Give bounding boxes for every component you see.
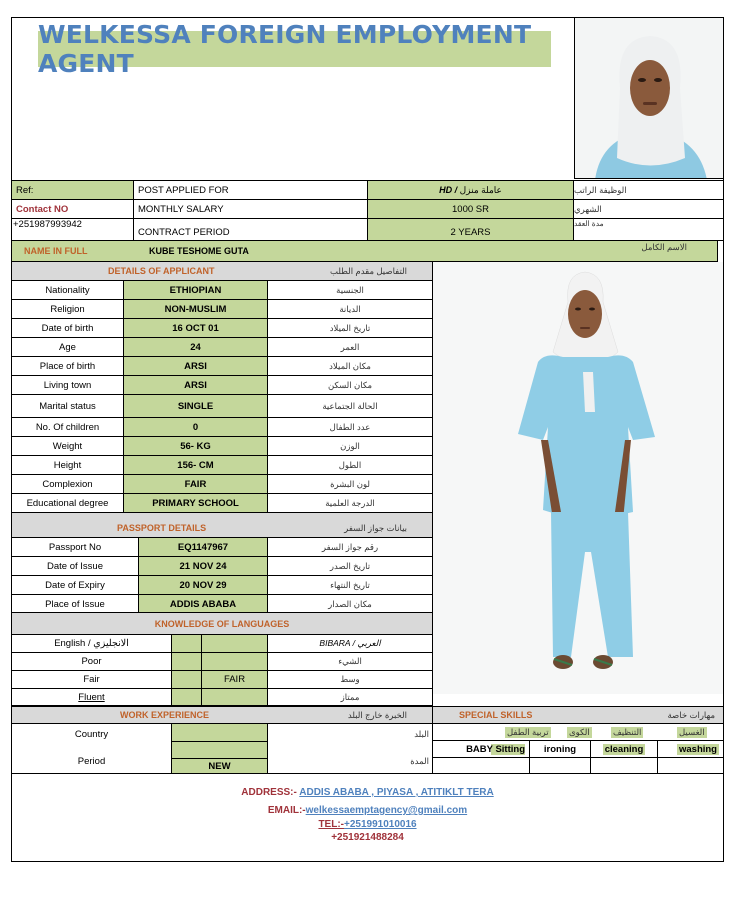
contract-period-value: 2 YEARS (367, 218, 574, 241)
applicant-label: Complexion (11, 474, 124, 494)
applicant-value: ETHIOPIAN (123, 280, 268, 300)
applicant-value: ARSI (123, 375, 268, 395)
applicant-value: 56- KG (123, 436, 268, 456)
name-label: NAME IN FULL (24, 246, 88, 256)
email-link[interactable]: welkessaemptagency@gmail.com (305, 805, 468, 816)
tel-link[interactable]: +251991010016 (343, 819, 417, 830)
applicant-label: Place of birth (11, 356, 124, 376)
applicant-label-ar: الدرجة العلمية (267, 493, 433, 513)
applicant-value: NON-MUSLIM (123, 299, 268, 319)
post-applied-label-ar: الوظيفة الراتب (573, 180, 724, 200)
skills-header-en: SPECIAL SKILLS (459, 710, 533, 720)
language-level-label: Fluent (11, 688, 172, 706)
applicant-label: Age (11, 337, 124, 357)
language-level-label-ar: ممتاز (267, 688, 433, 706)
applicant-value: ARSI (123, 356, 268, 376)
address-label: ADDRESS:- (241, 787, 297, 798)
applicant-label: Nationality (11, 280, 124, 300)
period-label-ar: المدة (410, 756, 429, 766)
passport-label: Date of Expiry (11, 575, 139, 595)
passport-label: Date of Issue (11, 556, 139, 576)
email-line (0, 805, 735, 816)
applicant-value: FAIR (123, 474, 268, 494)
passport-header-en: PASSPORT DETAILS (117, 523, 207, 533)
work-header-en: WORK EXPERIENCE (120, 710, 210, 720)
applicant-label: Marital status (11, 394, 124, 418)
language-level-label-ar: وسط (267, 670, 433, 689)
special-skills-header (432, 706, 724, 724)
skill-cleaning (590, 740, 658, 758)
lang-col1-header (171, 634, 202, 653)
name-row (11, 240, 718, 262)
language-arabic-mark (201, 652, 268, 671)
skills-ar-row (432, 723, 724, 741)
monthly-salary-label-ar: الشهري (573, 199, 724, 219)
skill-washing (657, 740, 724, 758)
applicant-label-ar: الطول (267, 455, 433, 475)
applicant-label: Living town (11, 375, 124, 395)
post-applied-value (367, 180, 574, 200)
skill-blank-3 (590, 757, 658, 774)
period-blank (171, 741, 268, 759)
arabic-label: BIBARA / العربي (267, 634, 433, 653)
post-value-ar: عاملة منزل (459, 184, 502, 195)
applicant-section-header (11, 261, 433, 281)
skill-ar-ironing: الكوى (569, 726, 590, 737)
passport-label-ar: تاريخ النتهاء (267, 575, 433, 595)
monthly-salary-label: MONTHLY SALARY (133, 199, 368, 219)
applicant-value: 156- CM (123, 455, 268, 475)
country-label: Country (74, 729, 109, 740)
skill-babysitting (432, 740, 530, 758)
passport-value: 21 NOV 24 (138, 556, 268, 576)
monthly-salary-value: 1000 SR (367, 199, 574, 219)
period-label: Period (77, 756, 106, 767)
skill-ar-babysitting: تربية الطفل (507, 726, 549, 737)
applicant-header-en: DETAILS OF APPLICANT (108, 266, 215, 276)
passport-value: 20 NOV 29 (138, 575, 268, 595)
skill-washing-text: washing (678, 743, 717, 755)
contact-number: +251987993942 (11, 218, 134, 241)
passport-label: Passport No (11, 537, 139, 557)
language-level-label-ar: الشيء (267, 652, 433, 671)
passport-value: ADDIS ABABA (138, 594, 268, 614)
applicant-label: Weight (11, 436, 124, 456)
skill-ar-washing: الغسيل (679, 726, 705, 737)
language-arabic-mark: FAIR (201, 670, 268, 689)
name-label-ar: الاسم الكامل (641, 242, 687, 252)
passport-value: EQ1147967 (138, 537, 268, 557)
applicant-header-ar: التفاصيل مقدم الطلب (329, 265, 407, 276)
applicant-value: PRIMARY SCHOOL (123, 493, 268, 513)
country-value (171, 723, 268, 742)
work-labels-ar (267, 723, 433, 774)
applicant-label: Date of birth (11, 318, 124, 338)
english-label: English / الانجليزي (11, 634, 172, 653)
country-label-ar: البلد (414, 729, 429, 739)
applicant-label-ar: تاريخ الميلاد (267, 318, 433, 338)
contract-period-label: CONTRACT PERIOD (133, 218, 368, 241)
language-english-mark (171, 670, 202, 689)
work-experience-header (11, 706, 433, 724)
applicant-label-ar: الوزن (267, 436, 433, 456)
work-header-ar: الخبرة خارج البلد (347, 709, 407, 720)
language-english-mark (171, 688, 202, 706)
languages-section-header (11, 612, 433, 635)
applicant-value: 24 (123, 337, 268, 357)
skill-ar-cleaning: التنظيف (613, 726, 642, 737)
agency-title: WELKESSA FOREIGN EMPLOYMENT AGENT (38, 31, 551, 67)
applicant-label-ar: الحالة الجتماعية (267, 394, 433, 418)
skill-ironing: ironing (529, 740, 591, 758)
passport-label-ar: تاريخ الصدر (267, 556, 433, 576)
languages-header-en: KNOWLEDGE OF LANGUAGES (154, 618, 290, 629)
portrait-photo (574, 17, 724, 179)
tel-label: TEL:- (318, 819, 344, 830)
post-applied-label: POST APPLIED FOR (133, 180, 368, 200)
passport-label-ar: مكان الصدار (267, 594, 433, 614)
applicant-label-ar: العمر (267, 337, 433, 357)
name-value: KUBE TESHOME GUTA (149, 246, 249, 256)
applicant-label: No. Of children (11, 417, 124, 437)
applicant-label-ar: مكان الميلاد (267, 356, 433, 376)
skill-blank-4 (657, 757, 724, 774)
applicant-label-ar: مكان السكن (267, 375, 433, 395)
applicant-value: 16 OCT 01 (123, 318, 268, 338)
work-labels (11, 723, 172, 774)
address-line (0, 787, 735, 798)
contact-label-text: Contact NO (16, 203, 69, 215)
contract-period-label-ar: مدة العقد (573, 218, 724, 241)
language-level-label: Fair (11, 670, 172, 689)
tel-secondary: +251921488284 (331, 832, 404, 843)
skill-baby-text: BABY Sitting (466, 743, 525, 755)
applicant-label-ar: عدد الطفال (267, 417, 433, 437)
passport-section-header (11, 512, 433, 538)
applicant-value: SINGLE (123, 394, 268, 418)
applicant-label-ar: لون البشرة (267, 474, 433, 494)
address-value[interactable]: ADDIS ABABA , PIYASA , ATITIKLT TERA (299, 787, 494, 798)
contact-label (11, 199, 134, 219)
passport-label: Place of Issue (11, 594, 139, 614)
applicant-value: 0 (123, 417, 268, 437)
applicant-label: Religion (11, 299, 124, 319)
passport-header-ar: بيانات جواز السفر (344, 523, 407, 533)
applicant-label-ar: الجنسية (267, 280, 433, 300)
tel-line (0, 819, 735, 830)
applicant-label: Educational degree (11, 493, 124, 513)
skills-header-ar: مهارات خاصة (667, 709, 715, 720)
skill-cleaning-text: cleaning (604, 743, 644, 755)
language-english-mark (171, 652, 202, 671)
post-value-en: HD / (439, 185, 458, 195)
email-label: EMAIL:- (267, 805, 306, 816)
full-body-photo (433, 262, 724, 694)
period-value: NEW (171, 758, 268, 774)
passport-label-ar: رقم جواز السفر (267, 537, 433, 557)
lang-col2-header (201, 634, 268, 653)
language-level-label: Poor (11, 652, 172, 671)
skill-blank-1 (432, 757, 530, 774)
skill-blank-2 (529, 757, 591, 774)
language-arabic-mark (201, 688, 268, 706)
ref-label: Ref: (11, 180, 134, 200)
applicant-label: Height (11, 455, 124, 475)
applicant-label-ar: الديانة (267, 299, 433, 319)
